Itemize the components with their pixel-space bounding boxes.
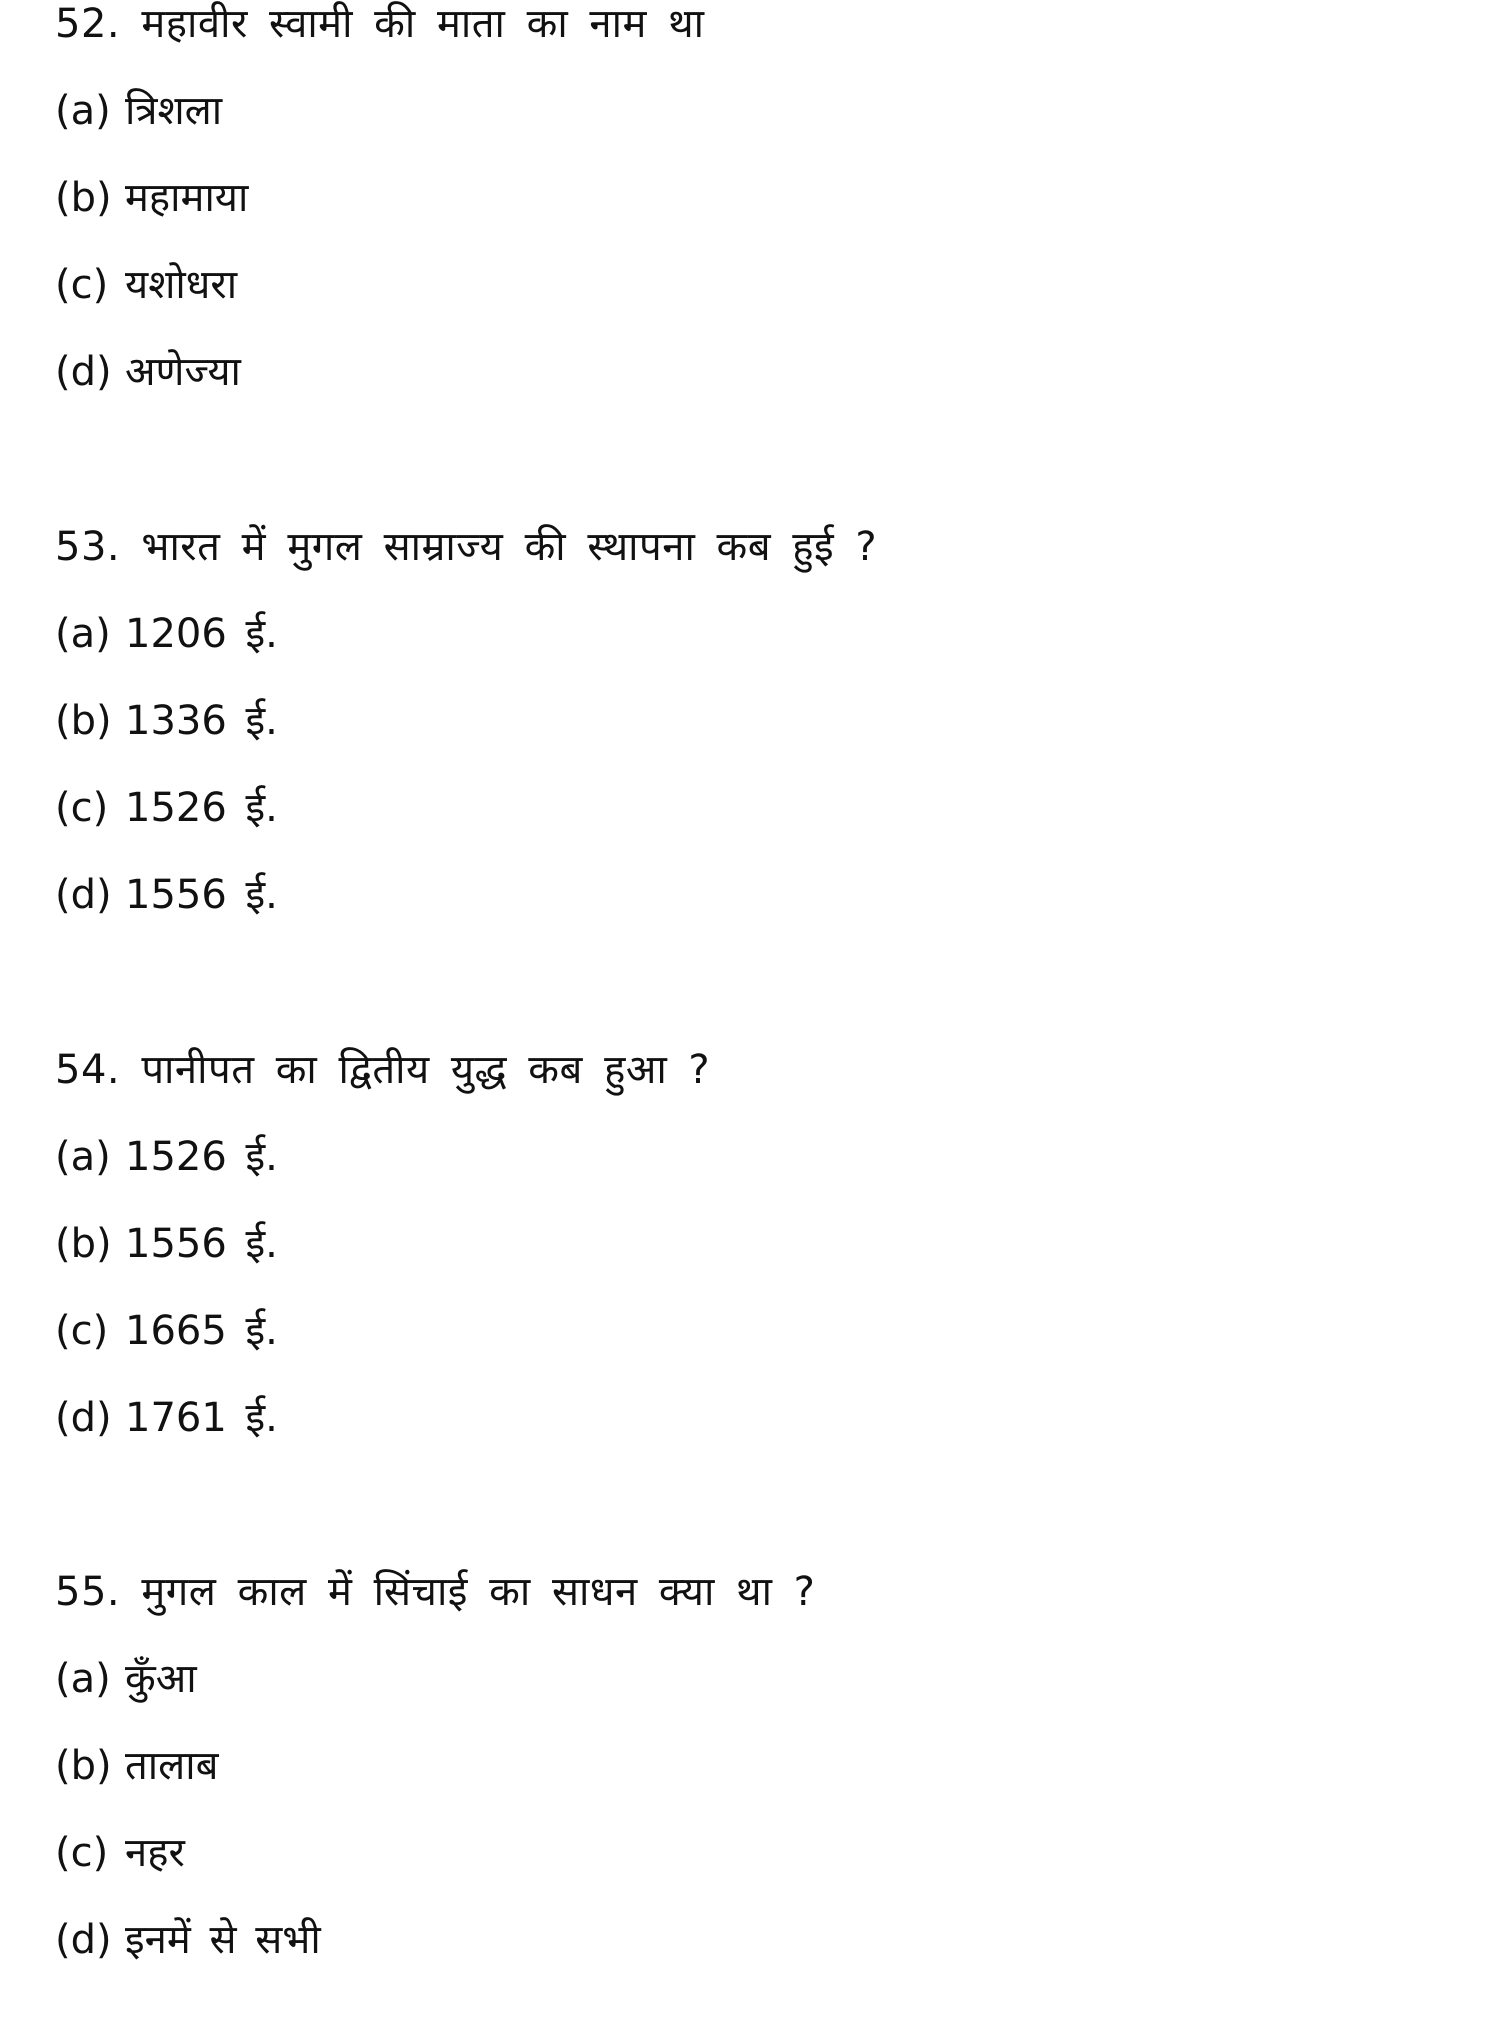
option-text: 1556 ई. <box>125 1221 278 1267</box>
option-letter: (c) <box>55 1308 109 1354</box>
option-letter: (d) <box>55 1395 112 1441</box>
option-text: 1526 ई. <box>125 1134 278 1180</box>
question-54-option-c <box>55 1307 1455 1355</box>
option-text: 1206 ई. <box>125 611 278 657</box>
question-53-option-d <box>55 871 1455 919</box>
option-letter: (a) <box>55 611 111 657</box>
option-letter: (a) <box>55 1134 111 1180</box>
question-55-text: 55. मुगल काल में सिंचाई का साधन क्या था ? <box>55 1569 816 1615</box>
option-text: कुँआ <box>125 1656 197 1702</box>
question-54-option-d <box>55 1394 1455 1442</box>
question-53-option-c <box>55 784 1455 832</box>
question-53 <box>55 523 1455 919</box>
option-text: तालाब <box>125 1743 219 1789</box>
question-55 <box>55 1568 1455 1964</box>
option-letter: (d) <box>55 872 112 918</box>
option-text: 1336 ई. <box>125 698 278 744</box>
option-letter: (a) <box>55 88 111 134</box>
question-54-text: 54. पानीपत का द्वितीय युद्ध कब हुआ ? <box>55 1047 711 1093</box>
option-letter: (b) <box>55 1743 112 1789</box>
option-text: महामाया <box>125 175 249 221</box>
option-text: यशोधरा <box>125 262 238 308</box>
question-55-option-c <box>55 1829 1455 1877</box>
question-54-option-a <box>55 1133 1455 1181</box>
option-letter: (c) <box>55 1830 109 1876</box>
question-52-option-b <box>55 174 1455 222</box>
question-52-text: 52. महावीर स्वामी की माता का नाम था <box>55 1 705 47</box>
option-text: 1556 ई. <box>125 872 278 918</box>
question-55-option-a <box>55 1655 1455 1703</box>
question-54-option-b <box>55 1220 1455 1268</box>
option-letter: (b) <box>55 175 112 221</box>
option-letter: (b) <box>55 1221 112 1267</box>
question-52 <box>55 0 1455 396</box>
question-55-option-b <box>55 1742 1455 1790</box>
option-text: अणेज्या <box>125 349 241 395</box>
question-54 <box>55 1046 1455 1442</box>
option-text: नहर <box>125 1830 185 1876</box>
option-text: इनमें से सभी <box>125 1917 321 1963</box>
question-53-option-a <box>55 610 1455 658</box>
question-55-option-d <box>55 1916 1455 1964</box>
option-letter: (b) <box>55 698 112 744</box>
option-text: 1665 ई. <box>125 1308 278 1354</box>
option-letter: (a) <box>55 1656 111 1702</box>
option-letter: (c) <box>55 262 109 308</box>
question-53-text: 53. भारत में मुगल साम्राज्य की स्थापना कब हुई ? <box>55 524 878 570</box>
question-52-option-d <box>55 348 1455 396</box>
question-53-option-b <box>55 697 1455 745</box>
option-letter: (d) <box>55 1917 112 1963</box>
option-text: त्रिशला <box>125 88 223 134</box>
option-text: 1761 ई. <box>125 1395 278 1441</box>
option-text: 1526 ई. <box>125 785 278 831</box>
question-52-option-a <box>55 87 1455 135</box>
question-52-option-c <box>55 261 1455 309</box>
option-letter: (c) <box>55 785 109 831</box>
option-letter: (d) <box>55 349 112 395</box>
